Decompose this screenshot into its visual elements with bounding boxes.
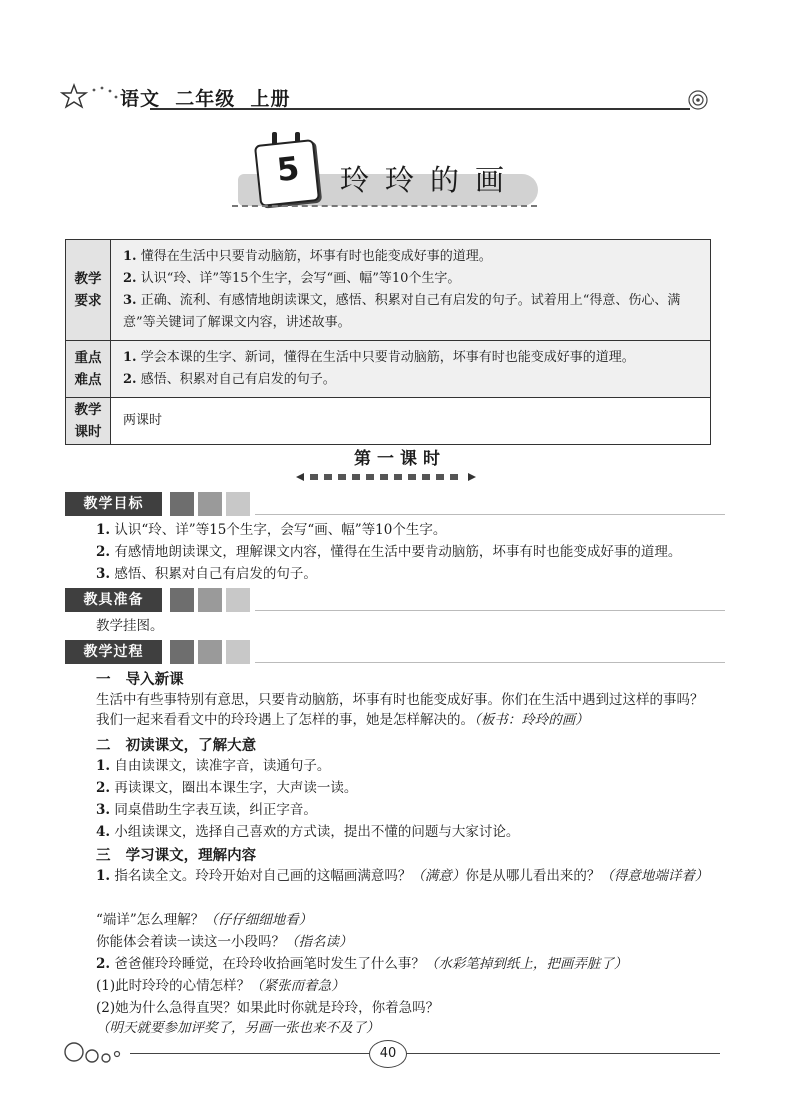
- hours-label: 教学 课时: [66, 398, 111, 445]
- step3-question-2a: (1)此时玲玲的心情怎样？（紧张而着急）: [96, 978, 345, 994]
- goals-content: [111, 240, 711, 341]
- goal-item: 1. 懂得在生活中只要肯动脑筋，坏事有时也能变成好事的道理。: [123, 249, 492, 264]
- hours-content: 两课时: [111, 398, 711, 445]
- key-points-row: [66, 341, 711, 398]
- goals-label: 教学 要求: [66, 240, 111, 341]
- goal-item: 3. 正确、流利、有感情地朗读课文，感悟、积累对自己有启发的句子。试着用上“得意、伤心、满意”等关键词了解课文内容，讲述故事。: [123, 293, 681, 330]
- objective-item: 1. 认识“玲、详”等15个生字，会写“画、幅”等10个生字。: [96, 522, 447, 538]
- key-point-item: 2. 感悟、积累对自己有启发的句子。: [123, 372, 336, 387]
- lesson-info-table: [65, 239, 711, 445]
- page-number: 40: [369, 1040, 407, 1068]
- step3-question-1: 1. 指名读全文。玲玲开始对自己画的这幅画满意吗？（满意）你是从哪儿看出来的？（得意地端详着）: [96, 868, 709, 884]
- objective-item: 3. 感悟、积累对自己有启发的句子。: [96, 566, 317, 582]
- footer-rule: [130, 1053, 720, 1054]
- key-points-content: [111, 341, 711, 398]
- step3-question-1b: “端详”怎么理解？（仔仔细细地看）: [96, 912, 313, 928]
- hours-row: [66, 398, 711, 445]
- tools-text: 教学挂图。: [96, 618, 164, 634]
- key-point-item: 1. 学会本课的生字、新词，懂得在生活中只要肯动脑筋，坏事有时也能变成好事的道理。: [123, 350, 635, 365]
- objective-item: 2. 有感情地朗读课文，理解课文内容，懂得在生活中要肯动脑筋，坏事有时也能变成好事的道理。: [96, 544, 682, 560]
- lesson-number: 5: [274, 148, 302, 190]
- step2-item: 1. 自由读课文，读准字音，读通句子。: [96, 758, 331, 774]
- lesson-title: 玲玲的画: [340, 163, 521, 197]
- header-title: 语文 二年级 上册: [120, 88, 291, 110]
- step1-paragraph: 生活中有些事特别有意思，只要肯动脑筋，坏事有时也能变成好事。你们在生活中遇到过这样的事吗？我们一起来看看文中的玲玲遇上了怎样的事，她是怎样解决的。（板书：玲玲的画）: [96, 692, 704, 728]
- step3-question-1c: 你能体会着读一读这一小段吗？（指名读）: [96, 934, 353, 950]
- goal-item: 2. 认识“玲、详”等15个生字，会写“画、幅”等10个生字。: [123, 271, 461, 286]
- step2-heading: 二 初读课文，了解大意: [96, 738, 257, 754]
- header-rule: [150, 108, 690, 110]
- goals-row: [66, 240, 711, 341]
- dotted-rule-icon: [296, 472, 476, 482]
- step1-heading: 一 导入新课: [96, 672, 184, 688]
- banner-dashed-rule: [232, 205, 537, 207]
- bubbles-decoration-icon: [62, 1038, 132, 1068]
- key-points-label: 重点 难点: [66, 341, 111, 398]
- swirl-decoration-icon: [684, 88, 714, 112]
- step3-question-2: 2. 爸爸催玲玲睡觉，在玲玲收拾画笔时发生了什么事？（水彩笔掉到纸上，把画弄脏了）: [96, 956, 628, 972]
- step3-heading: 三 学习课文，理解内容: [96, 848, 257, 864]
- step2-item: 4. 小组读课文，选择自己喜欢的方式读，提出不懂的问题与大家讨论。: [96, 824, 520, 840]
- step2-item: 3. 同桌借助生字表互读，纠正字音。: [96, 802, 317, 818]
- period-title: 第一课时: [354, 449, 446, 469]
- star-decoration-icon: [60, 82, 120, 112]
- step3-question-2b: (2)她为什么急得直哭？如果此时你就是玲玲，你着急吗？（明天就要参加评奖了，另画一张也来不及了）: [96, 1000, 440, 1036]
- step2-item: 2. 再读课文，圈出本课生字，大声读一读。: [96, 780, 358, 796]
